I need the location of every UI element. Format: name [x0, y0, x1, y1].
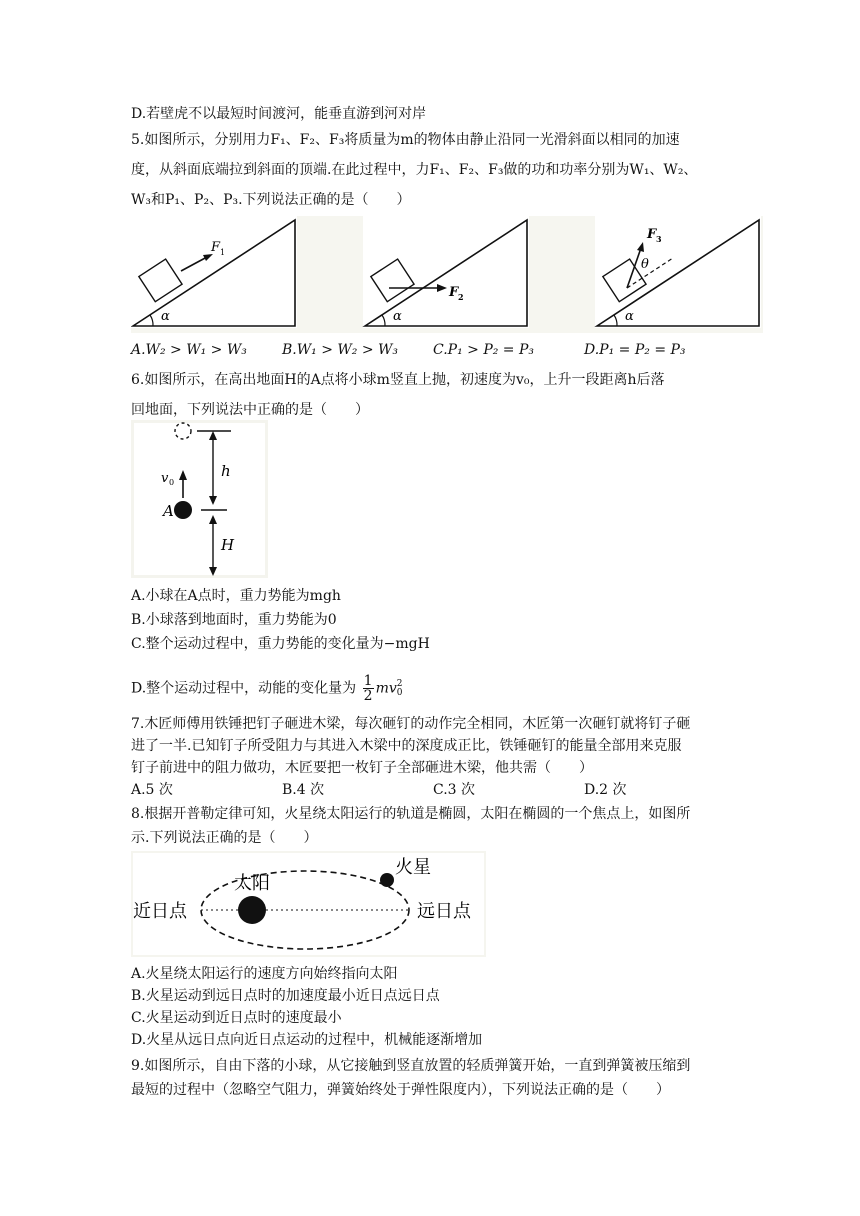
f1-label: F [211, 240, 221, 255]
f3-label: F [647, 227, 657, 242]
q5-option-b: B.W₁ > W₂ > W₃ [282, 342, 399, 358]
q5-option-a: A.W₂ > W₁ > W₃ [131, 342, 247, 358]
incline-panel-1 [131, 216, 297, 328]
q6-projectile-figure [131, 420, 268, 578]
q9-stem-line1: 9.如图所示，自由下落的小球，从它接触到竖直放置的轻质弹簧开始，一直到弹簧被压缩到 [131, 1058, 691, 1074]
sun-label: 太阳 [234, 873, 270, 894]
aphelion-label: 远日点 [417, 901, 471, 922]
q5-stem-line1: 5.如图所示，分别用力F₁、F₂、F₃将质量为m的物体由静止沿同一光滑斜面以相同的加速 [131, 132, 680, 148]
q7-option-d: D.2 次 [584, 782, 627, 798]
q4-option-d: D.若壁虎不以最短时间渡河，能垂直游到河对岸 [131, 106, 427, 122]
q7-option-a: A.5 次 [131, 782, 173, 798]
svg-text:α: α [625, 309, 634, 324]
v0-label: v [161, 471, 169, 486]
q6-option-d: D.整个运动过程中，动能的变化量为 $\frac{1}{2}$ mv 2 0 [131, 673, 403, 704]
q8-orbit-figure [131, 851, 486, 957]
alpha-label: α [161, 309, 170, 324]
q7-option-b: B.4 次 [282, 782, 325, 798]
q6-stem-line2: 回地面，下列说法中正确的是（ ） [131, 402, 369, 418]
q8-option-d: D.火星从远日点向近日点运动的过程中，机械能逐渐增加 [131, 1032, 483, 1048]
q6-stem-line1: 6.如图所示，在高出地面H的A点将小球m竖直上抛，初速度为v₀，上升一段距离h后落 [131, 372, 665, 388]
q6-option-b: B.小球落到地面时，重力势能为0 [131, 612, 337, 628]
q8-stem-line1: 8.根据开普勒定律可知，火星绕太阳运行的轨道是椭圆，太阳在椭圆的一个焦点上，如图所 [131, 806, 691, 822]
q7-stem-line1: 7.木匠师傅用铁锤把钉子砸进木梁，每次砸钉的动作完全相同，木匠第一次砸钉就将钉子砸 [131, 716, 691, 732]
h-label: h [221, 462, 231, 480]
q5-stem-line3: W₃和P₁、P₂、P₃.下列说法正确的是（ ） [131, 192, 411, 208]
q7-stem-line3: 钉子前进中的阻力做功，木匠要把一枚钉子全部砸进木梁，他共需（ ） [131, 760, 593, 776]
q8-option-c: C.火星运动到近日点时的速度最小 [131, 1010, 342, 1026]
svg-text:α: α [393, 309, 402, 324]
f2-label: F [449, 285, 459, 300]
incline-panel-2 [363, 216, 529, 328]
mars-label: 火星 [395, 857, 431, 878]
q5-stem-line2: 度，从斜面底端拉到斜面的顶端.在此过程中，力F₁、F₂、F₃做的功和功率分别为W₁、W₂、 [131, 162, 698, 178]
incline-panel-3 [595, 216, 761, 328]
mars-icon [380, 873, 394, 887]
H-label: H [221, 536, 235, 554]
svg-text:3: 3 [656, 234, 662, 244]
svg-text:0: 0 [169, 478, 175, 487]
q7-stem-line2: 进了一半.已知钉子所受阻力与其进入木梁中的深度成正比，铁锤砸钉的能量全部用来克服 [131, 738, 682, 754]
q6-option-a: A.小球在A点时，重力势能为mgh [131, 588, 341, 604]
q8-option-a: A.火星绕太阳运行的速度方向始终指向太阳 [131, 966, 398, 982]
A-label: A [163, 502, 174, 520]
theta-label: θ [641, 257, 649, 272]
sun-icon [238, 896, 266, 924]
q8-option-b: B.火星运动到远日点时的加速度最小近日点远日点 [131, 988, 440, 1004]
perihelion-label: 近日点 [133, 901, 187, 922]
q9-stem-line2: 最短的过程中（忽略空气阻力，弹簧始终处于弹性限度内），下列说法正确的是（ ） [131, 1082, 670, 1098]
q5-incline-figure [131, 216, 763, 333]
svg-text:1: 1 [220, 248, 226, 257]
q5-option-d: D.P₁ = P₂ = P₃ [584, 342, 686, 358]
q6-option-c: C.整个运动过程中，重力势能的变化量为−mgH [131, 636, 430, 652]
fraction-half: $\frac{1}{2}$ [363, 673, 373, 704]
q7-option-c: C.3 次 [433, 782, 476, 798]
q8-stem-line2: 示.下列说法正确的是（ ） [131, 830, 318, 846]
q5-option-c: C.P₁ > P₂ = P₃ [433, 342, 535, 358]
svg-text:2: 2 [458, 292, 464, 302]
